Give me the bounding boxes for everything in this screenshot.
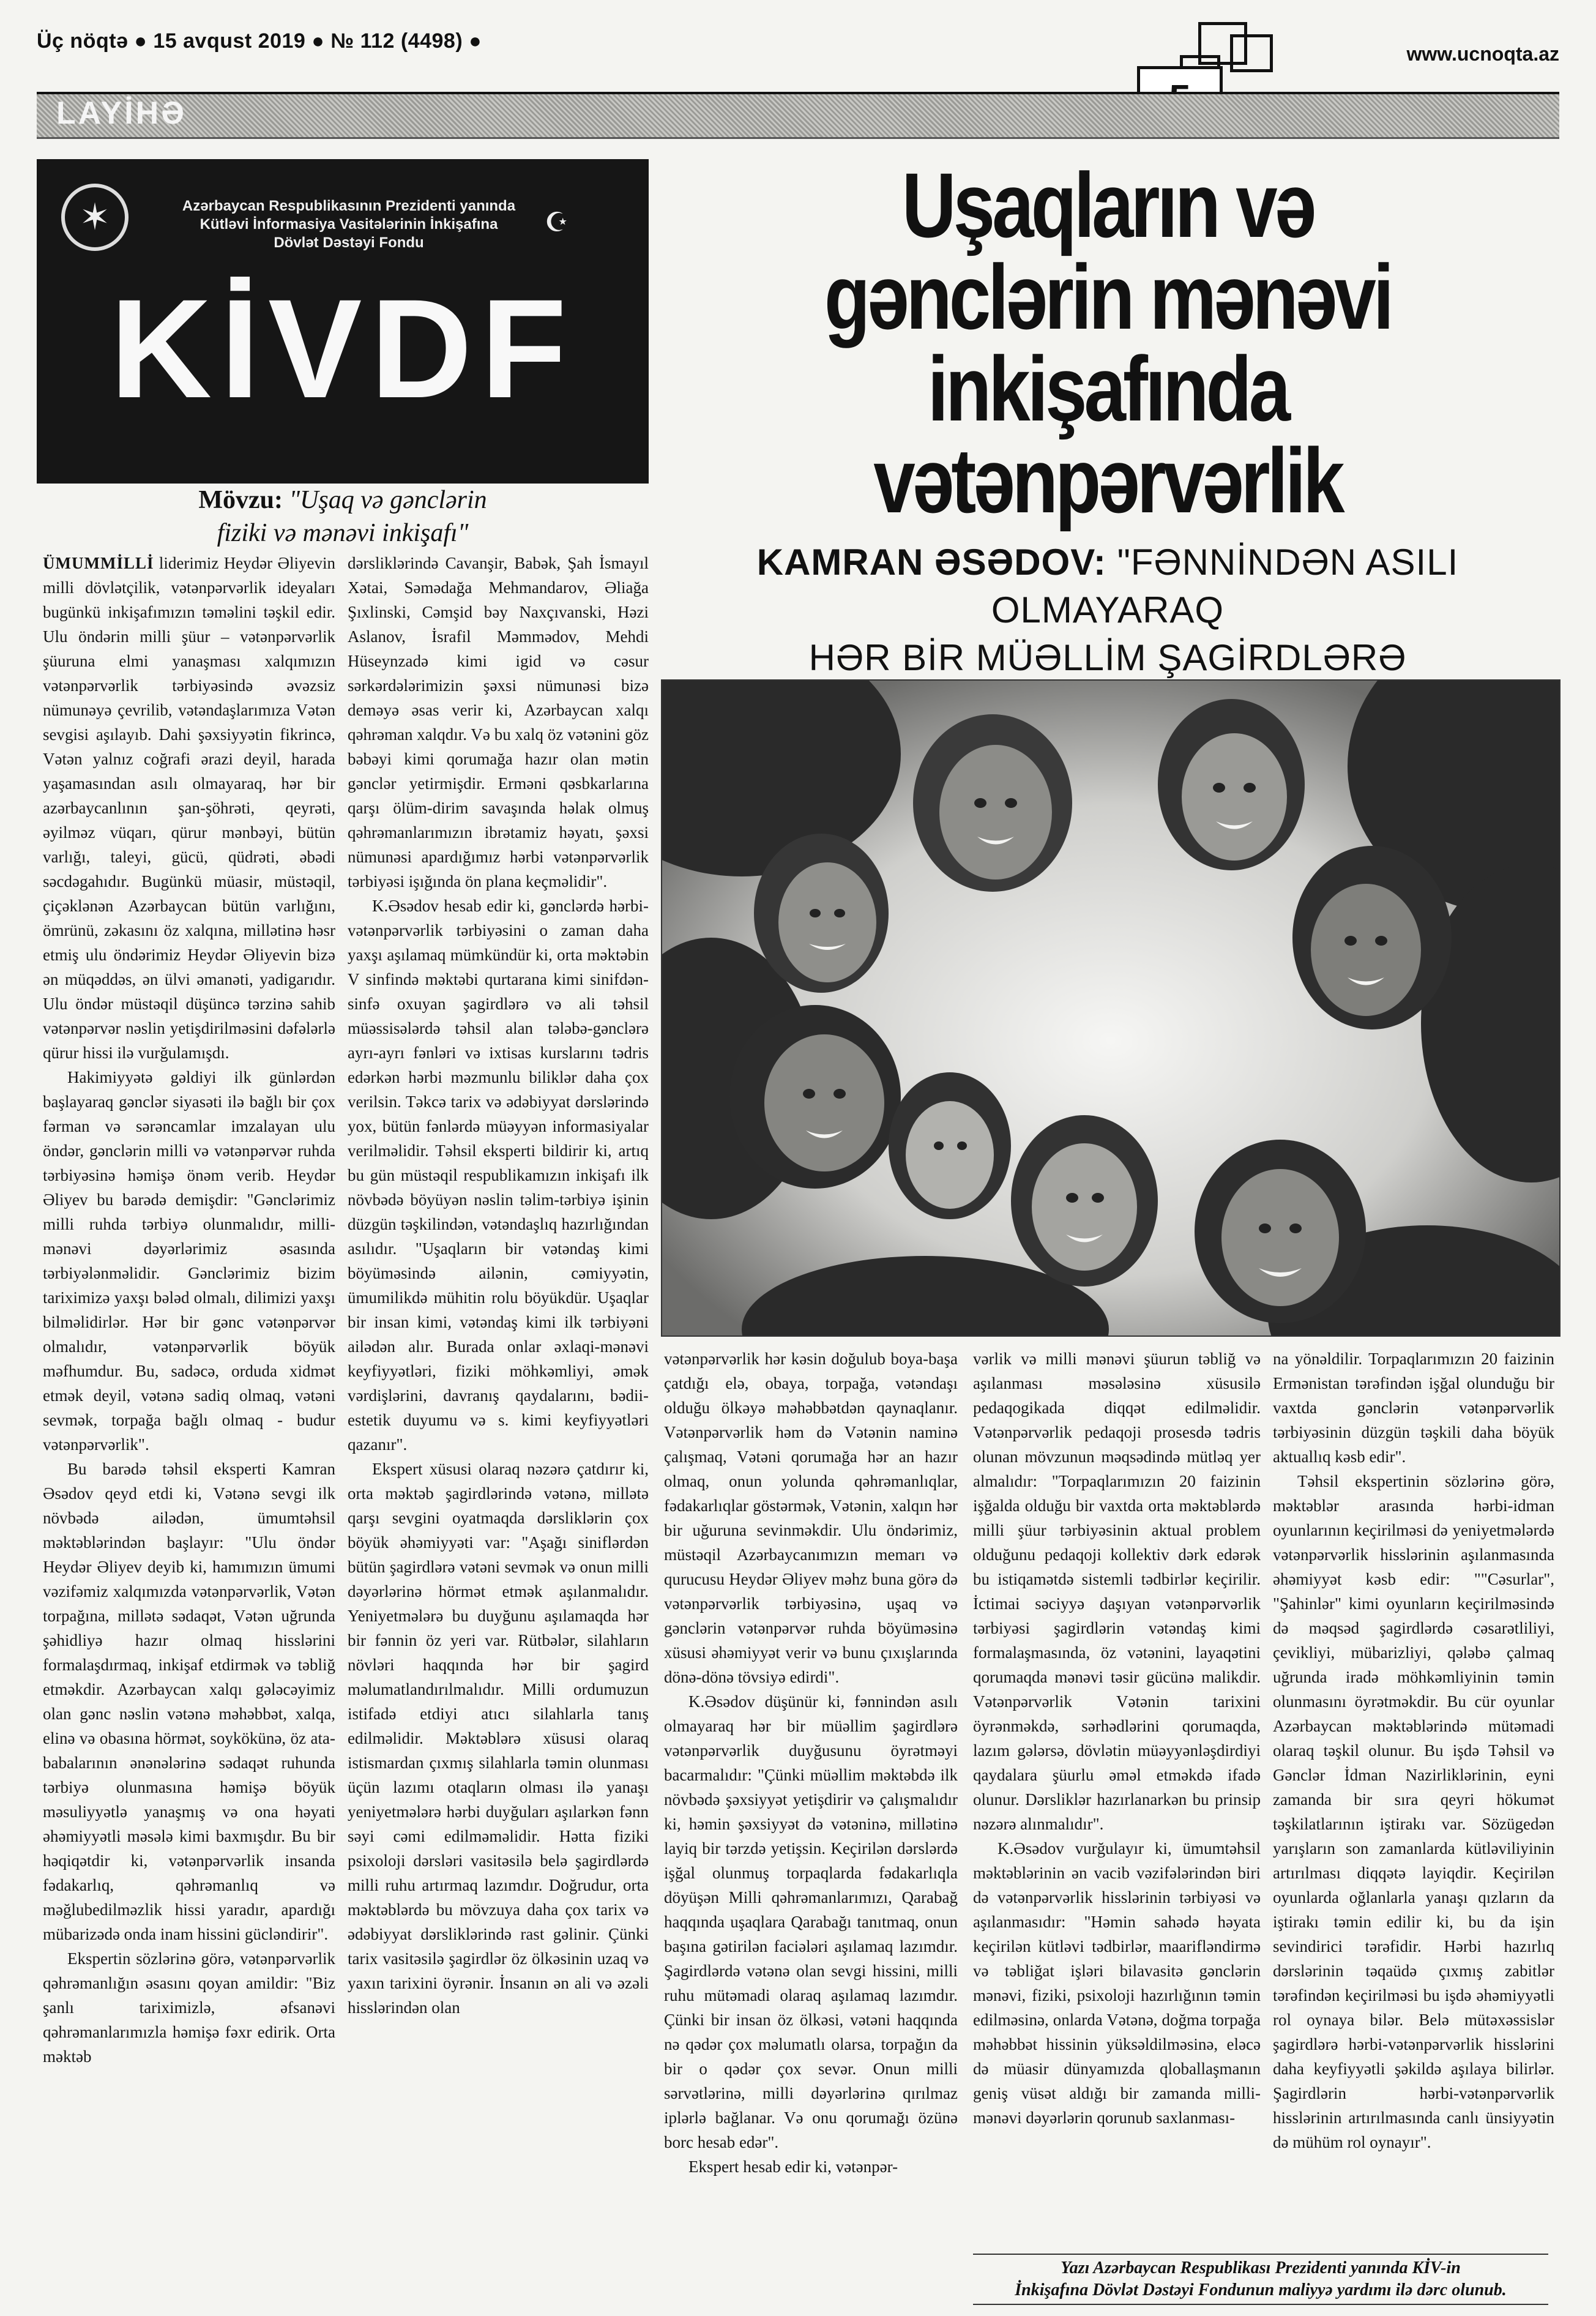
subhead-line-2: HƏR BİR MÜƏLLİM ŞAGİRDLƏRƏ xyxy=(808,637,1407,678)
section-banner xyxy=(37,92,1559,139)
article-column-5 xyxy=(1273,1347,1554,2154)
topic-text-1: "Uşaq və gənclərin xyxy=(289,486,487,514)
paragraph: vətənpərvərlik hər kəsin doğulub boya-başa çatdığı elə, obaya, torpağa, vətəndaşı olduğu ölkəyə məhəbbətdən qaynaqlanır. Vətənpərvərlik həm də Vətənin naminə çalışmaq, Vətəni qorumağa hər an hazır olmaq, onun yolunda qəhrəmanlıqlar, fədakarlıqlar göstərmək, Vətənin, xalqın hər bir uğuruna sevinməkdir. Ulu öndərimiz, müstəqil Azərbaycanımızın memarı və qurucusu Heydər Əliyev məhz buna görə də vətənpərvərlik tərbiyəsinə, uşaq və gənclərin vətənpərvər ruhda böyüməsinə xüsusi əhəmiyyət verir və bunu çıxışlarında dönə-dönə tövsiyə edirdi". xyxy=(664,1350,958,1686)
headline-line-1: Uşaqların və xyxy=(901,154,1314,256)
paragraph: Ekspertin sözlərinə görə, vətənpərvərlik qəhrəmanlığın əsasını qoyan amildir: "Biz şanlı tariximizlə, əfsanəvi qəhrəmanlarımızla həmişə fəxr edirik. Orta məktəb xyxy=(43,1949,335,2066)
topic-text-2: fiziki və mənəvi inkişafı" xyxy=(217,519,469,547)
paragraph-text: liderimiz Heydər Əliyevin milli dövlətçilik, vətənpərvərlik ideyaları bugünkü inkişafımızın təməlini təşkil edir. Ulu öndərin milli şüur – vətənpərvərlik şüuruna elmi yanaşması xalqımızın vətənpərvərlik tərbiyəsində əvəzsiz nümunəyə çevrilib, vətəndaşlarımıza Vətən sevgisi aşılayıb. Dahi şəxsiyyətin fikrincə, Vətən yalnız coğrafi ərazi deyil, harada yaşamasından asılı olmayaraq, hər bir azərbaycanlının şan-şöhrəti, qeyrəti, əyilməz vüqarı, qürur mənbəyi, bütün varlığı, taleyi, gücü, qüdrəti, əbədi səcdəgahıdır. Bugünkü müasir, müstəqil, çiçəklənən Azərbaycan bütün varlığını, ömrünü, zəkasını öz xalqına, millətinə həsr etmiş ulu öndərimiz Heydər Əliyevin bizə ən müqəddəs, ən ülvi əmanəti, yadigarıdır. Ulu öndər müstəqil düşüncə tərzinə sahib vətənpərvər nəslin yetişdirilməsini dəfələrlə qürur hissi ilə vurğulamışdı. xyxy=(43,554,335,1062)
headline-line-3: inkişafında vətənpərvərlik xyxy=(873,337,1342,532)
crescent-star-icon: ☪ xyxy=(545,207,569,238)
paragraph: Təhsil ekspertinin sözlərinə görə, məktəblər arasında hərbi-idman oyunlarının keçirilməsi də yeniyetmələrdə vətənpərvərlik hisslərinin aşılanmasında əhəmiyyət kəsb edir: ""Cəsurlar", "Şahinlər" kimi oyunların keçirilməsində də məqsəd şagirdlərdə cəsarətliliyi, çevikliyi, mübarizliyi, qələbə çalmaq uğrunda iradə möhkəmliyinin təmin olunmasını öyrətməkdir. Bu cür oyunlar Azərbaycan məktəblərində mütəmadi olaraq təşkil olunur. Bu işdə Təhsil və Gənclər İdman Nazirliklərinin, eyni zamanda bir sıra qeyri hökumət təşkilatlarının iştirakı var. Sözügedən yarışların son zamanlarda kütləviliyinin artırılması diqqətə layiqdir. Keçirilən oyunlarda oğlanlarla yanaşı qızların da iştirakı təmin edilir ki, bu da işin sevindirici tərəfidir. Hərbi hazırlıq dərslərinin təqaüdə çıxmış zabitlər tərəfindən keçirilməsi bu işdə əhəmiyyətli rol oynaya bilər. Belə mütəxəssislər şagirdlərə hərbi-vətənpərvərlik hisslərini daha keyfiyyətli şəkildə aşılaya bilirlər. Şagirdlərin hərbi-vətənpərvərlik hisslərinin artırılmasında canlı ünsiyyətin də mühüm rol oynayır". xyxy=(1273,1472,1554,2151)
topic-caption xyxy=(37,484,649,550)
masthead-info: Üç nöqtə ● 15 avqust 2019 ● № 112 (4498) ● xyxy=(37,29,482,53)
topic-label: Mövzu: xyxy=(198,486,283,514)
subhead-author: KAMRAN ƏSƏDOV: xyxy=(756,542,1106,583)
kivdf-acronym: KİVDF xyxy=(110,270,575,427)
lead-word: ÜMUMMİLLİ xyxy=(43,554,154,572)
article-column-3 xyxy=(664,1347,958,2179)
paragraph: K.Əsədov hesab edir ki, gənclərdə hərbi-vətənpərvərlik tərbiyəsini o zaman daha yaxşı aşılamaq mümkündür ki, orta məktəbin V sinfində məktəbi qurtarana kimi sinifdən-sinfə oxuyan şagirdlərə və ali təhsil müəssisələrdə təhsil alan tələbə-gənclərə ayrı-ayrı fənləri və ixtisas kurslarını tədris edərkən hərbi məzmunlu biliklər daha çox verilsin. Təkcə tarix və ədəbiyyat dərslərində yox, bütün fənlərdə müəyyən informasiyalar verilməlidir. Təhsil eksperti bildirir ki, artıq bu gün müstəqil respublikamızın inkişafı ilk növbədə böyüyən nəslin təlim-tərbiyə işinin düzgün təşkilindən, vətəndaşlıq hazırlığından asılıdır. "Uşaqların bir vətəndaş kimi böyüməsində ailənin, cəmiyyətin, ümumilikdə mühitin rolu böyükdür. Uşaqlar bir insan kimi, vətəndaş kimi ilk tərbiyəni ailədən alır. Burada onlar əxlaqi-mənəvi keyfiyyətləri, fiziki möhkəmliyi, əmək vərdişlərini, davranış qaydalarını, bədii-estetik duyumu və s. kimi keyfiyyətləri qazanır". xyxy=(348,897,649,1454)
funding-note xyxy=(973,2254,1548,2305)
org-line-1: Azərbaycan Respublikasının Prezidenti yanında xyxy=(182,198,516,214)
funding-note-line-1: Yazı Azərbaycan Respublikası Prezidenti yanında KİV-in xyxy=(1061,2258,1461,2277)
paragraph: dərsliklərində Cavanşir, Babək, Şah İsmayıl Xətai, Səmədağa Mehmandarov, Əliağa Şıxlinski, Cəmşid bəy Naxçıvanski, Həzi Aslanov, İsrafil Məmmədov, Mehdi Hüseynzadə kimi igid və cəsur sərkərdələrimizin şəxsi nümunəsi bizə deməyə əsas verir ki, Azərbaycan xalqı qəhrəman xalqdır. Və bu xalq öz vətənini göz bəbəyi kimi qorumağa hazır olan mətin gənclər yetirmişdir. Erməni qəsbkarlarına qarşı ölüm-dirim savaşında həlak olmuş qəhrəmanlarımızın ibrətamiz həyatı, şəxsi nümunəsi apardığımız hərbi vətənpərvərlik tərbiyəsi işığında ön plana keçməlidir". xyxy=(348,554,649,891)
organization-name xyxy=(147,197,551,252)
org-line-2: Kütləvi İnformasiya Vasitələrinin İnkişafına xyxy=(200,216,498,233)
paragraph: Bu barədə təhsil eksperti Kamran Əsədov qeyd etdi ki, Vətənə sevgi ilk növbədə ailədən, ümumtəhsil məktəblərindən başlayır: "Ulu öndər Heydər Əliyev deyib ki, hamımızın ümumi vəzifəmiz xalqımızda vətənpərvərlik, Vətən torpağına, millətə sədaqət, Vətən uğrunda şəhidliyə hazır olmaq hisslərini formalaşdırmaq, inkişaf etdirmək və təbliğ etməkdir. Azərbaycan xalqı gələcəyimiz olan gənc nəslin vətənə məhəbbət, xalqa, elinə və obasına hörmət, soykökünə, öz ata-babalarının ənənələrinə sədaqət ruhunda tərbiyə olunmasına həmişə böyük məsuliyyətlə yanaşmış və ona həyati əhəmiyyətli məsələ kimi baxmışdır. Bu bir həqiqətdir ki, vətənpərvərlik insanda fədakarlıq, qəhrəmanlıq və məğlubedilməzlik hissi yaradır, apardığı mübarizədə onda inam hissini gücləndirir". xyxy=(43,1460,335,1943)
photo-illustration xyxy=(662,681,1559,1335)
decor-square xyxy=(1230,34,1273,72)
headline-line-2: gənclərin mənəvi xyxy=(824,245,1392,348)
paragraph: K.Əsədov vurğulayır ki, ümumtəhsil məktəblərinin ən vacib vəzifələrindən biri də vətənpərvərlik hisslərinin tərbiyəsi və aşılanmasıdır: "Həmin sahədə həyata keçirilən kütləvi tədbirlər, maarifləndirmə və təbliğat işləri bilavasitə gənclərin mənəvi, fiziki, psixoloji hazırlığının təmin edilməsinə, onlarda Vətənə, doğma torpağa məhəbbət hissinin yüksəldilməsinə, eləcə də müasir dünyamızda qloballaşmanın geniş vüsət aldığı bir zamanda milli-mənəvi dəyərlərin qorunub saxlanması- xyxy=(973,1839,1261,2127)
paragraph: Hakimiyyətə gəldiyi ilk günlərdən başlayaraq gənclər siyasəti ilə bağlı bir çox fərman və sərəncamlar imzalayan ulu öndər, gənclərin milli və vətənpərvər ruhda tərbiyəsinə həmişə önəm verib. Heydər Əliyev bu barədə demişdir: "Gənclərimiz milli ruhda tərbiyə olunmalıdır, milli-mənəvi dəyərlərimiz əsasında tərbiyələnməlidir. Gənclərimiz bizim tariximizə yaxşı bələd olmalı, dilimizi yaxşı bilməlidirlər. Hər bir gənc vətənpərvər olmalıdır, vətənpərvərlik böyük məfhumdur. Bu, sadəcə, orduda xidmət etmək deyil, vətənə sadiq olmaq, vətəni sevmək, torpağa bağlı olmaq - budur vətənpərvərlik". xyxy=(43,1068,335,1454)
article-column-1 xyxy=(43,551,335,2069)
article-photo xyxy=(661,679,1561,1337)
paragraph xyxy=(43,551,335,1065)
website-url[interactable]: www.ucnoqta.az xyxy=(1406,43,1559,65)
paragraph: na yönəldilir. Torpaqlarımızın 20 faizinin Ermənistan tərəfindən işğal olunduğu bir vaxtda gənclərin vətənpərvərlik tərbiyəsinin düzgün təşkili daha böyük aktuallıq kəsb edir". xyxy=(1273,1350,1554,1466)
paragraph: K.Əsədov düşünür ki, fənnindən asılı olmayaraq hər bir müəllim şagirdlərə vətənpərvərlik duyğusunu öyrətməyi bacarmalıdır: "Çünki müəllim məktəbdə ilk növbədə şəxsiyyət yetişdirir və çalışmalıdır ki, həmin şəxsiyyət də vətəninə, millətinə layiq bir tərzdə yetişsin. Keçirilən dərslərdə işğal olunmuş torpaqlarda fədakarlıqla döyüşən Milli qəhrəmanlarımızı, Qarabağ haqqında uşaqlara Qarabağı tanıtmaq, onun başına gətirilən faciələri aşılamaq lazımdır. Şagirdlərdə vətənə olan sevgi hissini, milli ruhu mütəmadi olaraq aşılamaq lazımdır. Çünki bir insan öz ölkəsi, vətəni haqqında nə qədər çox məlumatlı olarsa, torpağın da bir o qədər çox sevər. Onun milli sərvətlərinə, milli dəyərlərinə qırılmaz iplərlə bağlanar. Və onu qorumağı özünə borc hesab edər". xyxy=(664,1692,958,2151)
star-emblem-icon: ✶ xyxy=(61,184,129,251)
subhead-line-1: "FƏNNİNDƏN ASILI OLMAYARAQ xyxy=(991,542,1459,630)
paragraph: Ekspert hesab edir ki, vətənpər- xyxy=(688,2157,898,2176)
paragraph: vərlik və milli mənəvi şüurun təbliğ və aşılanması məsələsinə xüsusilə pedaqogikada diqqət edilməlidir. Vətənpərvərlik pedaqoji prosesdə tədris olunan mövzunun məqsədində mütləq yer almalıdır: "Torpaqlarımızın 20 faizinin işğalda olduğu bir vaxtda orta məktəblərdə milli şüur tərbiyəsinin aktual problem olduğunu pedaqoji kollektiv dərk edərək bu istiqamətdə sistemli tədbirlər keçirilir. İctimai səciyyə daşıyan vətənpərvərlik tərbiyəsi şagirdlərin vətəndaş kimi formalaşmasında, öz vətənini, layaqətini qorumaqda mənəvi təsir gücünə malikdir. Vətənpərvərlik Vətənin tarixini öyrənməkdə, sərhədlərini qorumaqda, lazım gələrsə, dövlətin müəyyənləşdirdiyi qaydalara şüurlu əməl etməkdə ifadə olunur. Dərsliklər hazırlanarkən bu prinsip nəzərə alınmalıdır". xyxy=(973,1350,1261,1833)
org-line-3: Dövlət Dəstəyi Fondu xyxy=(274,234,424,251)
article-column-4 xyxy=(973,1347,1261,2130)
funding-note-line-2: İnkişafına Dövlət Dəstəyi Fondunun maliyyə yardımı ilə dərc olunub. xyxy=(1015,2281,1507,2299)
section-tag: LAYİHƏ xyxy=(56,95,187,131)
article-headline xyxy=(741,154,1474,532)
paragraph: Ekspert xüsusi olaraq nəzərə çatdırır ki, orta məktəb şagirdlərində vətənə, millətə qarşı sevgini oyatmaqda dərsliklərin çox böyük əhəmiyyəti var: "Aşağı siniflərdən bütün şagirdlərə vətəni sevmək və onun milli dəyərlərinə hörmət etmək aşılanmalıdır. Yeniyetmələrə bu duyğunu aşılamaqda hər bir fənnin öz yeri var. Rütbələr, silahların növləri haqqında hər bir şagird məlumatlandırılmalıdır. Milli ordumuzun istifadə etdiyi atıcı silahlarla tanış edilməlidir. Məktəblərə xüsusi olaraq istismardan çıxmış silahlarla təmin olunması üçün lazımı otaqların olması ilə yanaşı yeniyetmələrə hərbi duyğuları aşılarkən fənn səyi cəmi edilməməlidir. Hətta fiziki psixoloji dərsləri vasitəsilə belə şagirdlərdə milli ruhu artırmaq lazımdır. Doğrudur, orta məktəblərdə bu mövzuya daha çox tarix və ədəbiyyat dərsliklərində rast gəlinir. Çünki tarix vasitəsilə şagirdlər öz ölkəsinin uzaq və yaxın tarixini öyrənir. İnsanın ən ali və əzəli hisslərindən olan xyxy=(348,1460,649,2017)
article-column-2 xyxy=(348,551,649,2020)
